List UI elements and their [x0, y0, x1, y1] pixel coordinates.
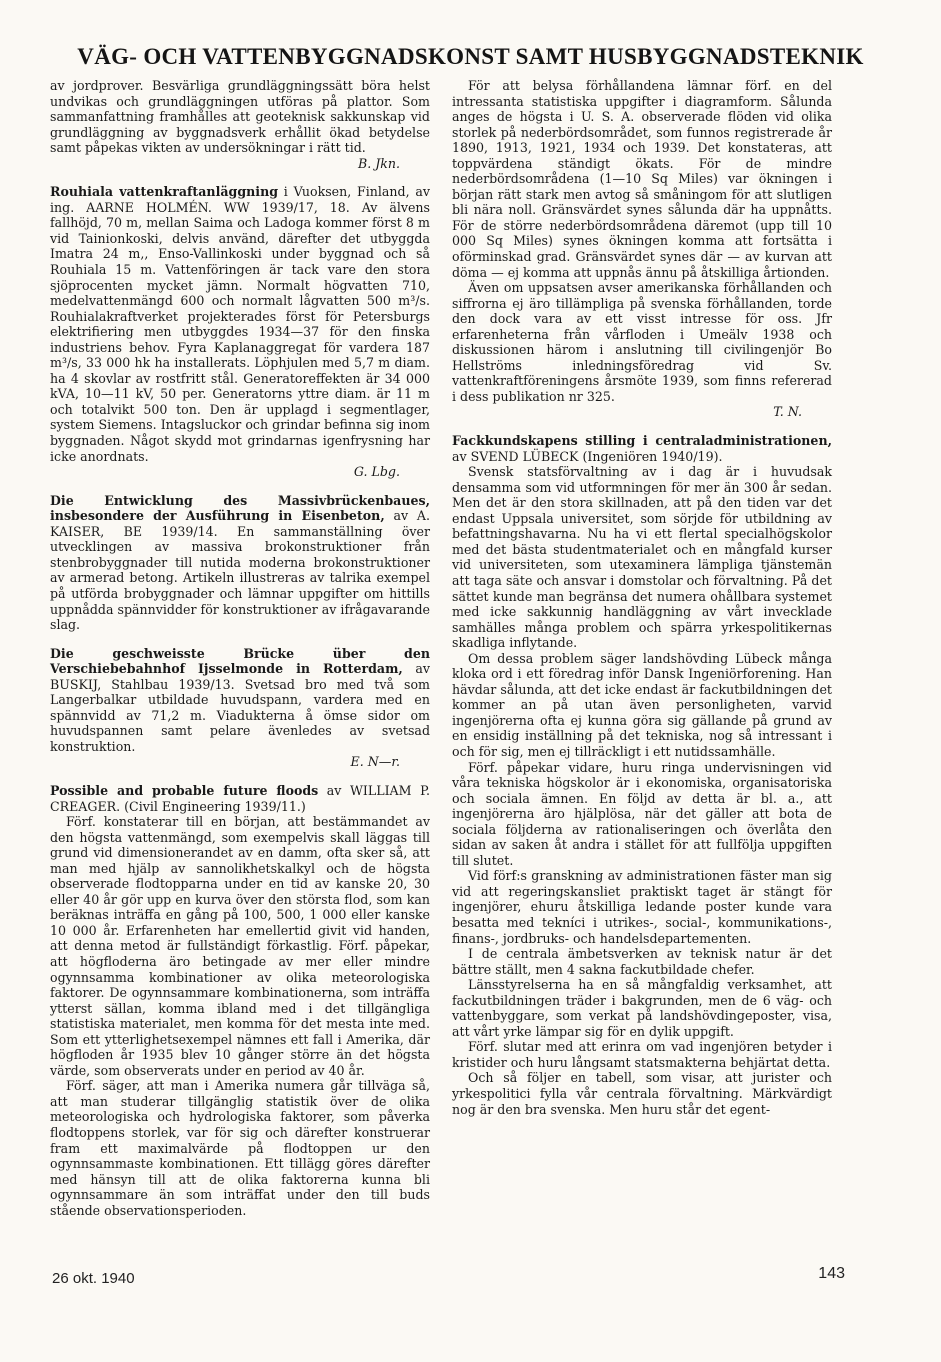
- paragraph: För att belysa förhållandena lämnar förf. en del intressanta statistiska uppgifter i diagramform. Sålunda anges de högsta i U. S. A. observerade flöden vid olika storlek på nederbördsområdet, som funnos registrerade år 1890, 1913, 1921, 1934 och 1939. Det konstateras, att toppvärdena ständigt ökats. För de mindre nederbördsområdena (1—10 Sq Miles) var ökningen i början rätt stark men avtog så småningom för att slutligen bli nära noll. Gränsvärdet synes sålunda där ha uppnåtts. För de större nederbördsområdena däremot (upp till 10 000 Sq Miles) synes ökningen komma att fortsätta i oförminskad grad. Gränsvärdet synes där — av kurvan att döma — ej komma att uppnås ännu på åtskilliga årtionden.: [452, 78, 832, 280]
- article-future-floods: [50, 783, 430, 814]
- paragraph: Även om uppsatsen avser amerikanska förhållanden och siffrorna ej äro tillämpliga på svenska förhållanden, torde den dock vara av ett visst intresse för oss. Jfr erfarenheterna från vårfloden i Umeälv 1938 och diskussionen härom i anslutning till civilingenjör Bo Hellströms inledningsföredrag vid Sv. vattenkraftföreningens årsmöte 1939, som finns refererad i dess publikation nr 325.: [452, 280, 832, 404]
- paragraph: I de centrala ämbetsverken av teknisk natur är det bättre ställt, men 4 sakna fackutbildade chefer.: [452, 946, 832, 977]
- signature: G. Lbg.: [353, 464, 400, 480]
- paragraph: Svensk statsförvaltning av i dag är i huvudsak densamma som vid utformningen för mer än 300 år sedan. Men det är den stora skillnaden, att på den tiden var det endast Uppsala universitet, som sörjde för utbildning av befattningshavarna. Nu ha vi ett flertal specialhögskolor med det bästa studentmaterialet och en mångfald kurser vid universiteten, som utexaminera lämpliga tjänstemän att taga säte och ansvar i domstolar och förvaltning. På det sättet kunde man begränsa det numera ohållbara systemet med icke sakkunnig handläggning av vårt invecklade samhälles många problem och spärra yrkespolitikernas skadliga inflytande.: [452, 464, 832, 651]
- article-body: av BUSKIJ, Stahlbau 1939/13. Svetsad bro med två som Langerbalkar utbildade huvudspann, vardera med en spännvidd av 71,2 m. Viadukterna å ömse sidor om huvudspannen samt pelare ävenledes av svetsad konstruktion.: [50, 661, 430, 754]
- paragraph: Länsstyrelserna ha en så mångfaldig verksamhet, att fackutbildningen träder i bakgrunden, men de 6 väg- och vattenbyggare, som verkat på landshövdingeposter, visa, att vårt yrke lämpar sig för en dylik uppgift.: [452, 977, 832, 1039]
- paragraph: Förf. säger, att man i Amerika numera går tillväga så, att man studerar tillgänglig statistik över de olika meteorologiska och hydrologiska faktorer, som påverka flodtoppens storlek, var för sig och därefter konstruerar fram ett maximalvärde på flodtoppen ur den ogynnsammaste kombinationen. Ett tillägg göres därefter med hänsyn till att de olika faktorerna kunna bli ogynnsammare än som inträffat under den till buds stående observationsperioden.: [50, 1078, 430, 1218]
- paragraph: Om dessa problem säger landshövding Lübeck många kloka ord i ett föredrag inför Dansk Ingeniörforening. Han hävdar sålunda, att det icke endast är fackutbildningen det kommer an på utan även personligheten, varvid ingenjörerna ofta ej kunna göra sig gällande på grund av en ensidig inställning på det tekniska, nog så intressant i och för sig, men ej tillräckligt i ett nutidssamhälle.: [452, 650, 832, 759]
- signature: E. N—r.: [350, 754, 400, 770]
- article-fackkundskapens: [452, 433, 832, 464]
- intro-paragraph: av jordprover. Besvärliga grundläggningssätt böra helst undvikas och grundläggningen utföras på plattor. Som sammanfattning framhålles att geoteknisk sakkunskap vid grundläggning av byggnadsverk erhållit ökad betydelse samt påpekas vikten av undersökningar i rätt tid.: [50, 78, 430, 156]
- page-number: 143: [818, 1265, 845, 1282]
- signature: B. Jkn.: [357, 155, 400, 171]
- article-body: av A. KAISER, BE 1939/14. En sammanställning över utvecklingen av massiva brokonstruktioner från stenbrobyggnader till nutida moderna brokonstruktioner av armerad betong. Artikeln illustreras av talrika exempel på utförda brobyggnader och lämnar uppgifter om hittills uppnådda spännvidder för konstruktioner av ifrågavarande slag.: [50, 508, 430, 633]
- article-geschweisste-brucke: [50, 646, 430, 755]
- article-body: i Vuoksen, Finland, av ing. AARNE HOLMÉN. WW 1939/17, 18. Av älvens fallhöjd, 70 m, mellan Saima och Ladoga kommer först 8 m vid Tainionkoski, delvis använd, därefter det utbyggda Imatra 24 m,, Enso-Vallinkoski under byggnad och så Rouhiala 15 m. Vattenföringen är tack vare den stora sjöprocenten mycket jämn. Normalt högvatten 710, medelvattenmängd 600 och normalt lågvatten 500 m³/s. Rouhialakraftverket projekterades först för Petersburgs elektrifiering men utbyggdes 1934—37 för den finska industriens behov. Fyra Kaplanaggregat för vardera 187 m³/s, 33 000 hk ha installerats. Löphjulen med 5,7 m diam. ha 4 skovlar av rostfritt stål. Generatoreffekten är 34 000 kVA, 10—11 kV, 50 per. Generatorns yttre diam. är 11 m och totalvikt 500 ton. Den är upplagd i segmentlager, system Siemens. Intagsluckor och grindar befinna sig inom byggnaden. Något skydd mot grindarnas igenfrysning har icke anordnats.: [50, 184, 430, 464]
- right-column: [452, 78, 832, 1117]
- article-title: Possible and probable future floods: [50, 782, 319, 798]
- issue-date: 26 okt. 1940: [52, 1270, 135, 1287]
- page-header: VÄG- OCH VATTENBYGGNADSKONST SAMT HUSBYGGNADSTEKNIK: [77, 44, 864, 69]
- signature: T. N.: [773, 404, 802, 420]
- paragraph: Förf. slutar med att erinra om vad ingenjören betyder i kristider och huru långsamt statsmakterna behjärtat detta.: [452, 1039, 832, 1070]
- article-body: av WILLIAM P. CREAGER. (Civil Engineering 1939/11.): [50, 782, 430, 814]
- article-title: Rouhiala vattenkraftanläggning: [50, 184, 279, 200]
- article-massivbrucken: [50, 493, 430, 633]
- left-column: [50, 78, 430, 1218]
- paragraph: Förf. påpekar vidare, huru ringa undervisningen vid våra tekniska högskolor är i ekonomiska, organisatoriska och sociala ämnen. En följd av detta är bl. a., att ingenjörerna äro hjälplösa, när det gäller att bota de sociala följderna av rationaliseringen och överlåta den sidan av saken åt andra i stället för att fullfölja uppgiften till slutet.: [452, 759, 832, 868]
- paragraph: Och så följer en tabell, som visar, att jurister och yrkespolitici fylla vår centrala förvaltning. Märkvärdigt nog är den bra svenska. Men huru står det egent-: [452, 1070, 832, 1117]
- article-title: Fackkundskapens stilling i centraladministrationen,: [452, 433, 832, 449]
- article-rouhiala: [50, 184, 430, 464]
- article-title: Die Entwicklung des Massivbrückenbaues, insbesondere der Ausführung in Eisenbeton,: [50, 492, 430, 524]
- paragraph: Förf. konstaterar till en början, att bestämmandet av den högsta vattenmängd, som exempelvis skall läggas till grund vid dimensionerandet av en damm, ofta sker så, att man med hjälp av sannolikhetskalkyl och de högsta observerade flodtopparna under en tid av kanske 20, 30 eller 40 år gör upp en kurva över den största flod, som kan beräknas inträffa en gång på 100, 500, 1 000 eller kanske 10 000 år. Erfarenheten har emellertid givit vid handen, att denna metod är fullständigt förkastlig. Förf. påpekar, att högfloderna äro betingade av mer eller mindre ogynnsamma kombinationer av olika meteorologiska faktorer. De ogynnsammare kombinationerna, som inträffa ytterst sällan, komma ibland med i det tillgängliga statistiska materialet, men komma för det mesta inte med. Som ett ytterlighetsexempel nämnes ett fall i Amerika, där högfloden år 1935 blev 10 gånger större än det högsta värde, som observerats under en period av 40 år.: [50, 814, 430, 1078]
- article-title: Die geschweisste Brücke über den Verschiebebahnhof Ijsselmonde in Rotterdam,: [50, 645, 430, 677]
- paragraph: Vid förf:s granskning av administrationen fäster man sig vid att regeringskansliet praktiskt taget är stängt för ingenjörer, ehuru åtskilliga ledande poster kunde vara besatta med tekníci i utrikes-, social-, kommunikations-, finans-, jordbruks- och handelsdepartementen.: [452, 868, 832, 946]
- article-body: av SVEND LÜBECK (Ingeniören 1940/19).: [452, 448, 723, 464]
